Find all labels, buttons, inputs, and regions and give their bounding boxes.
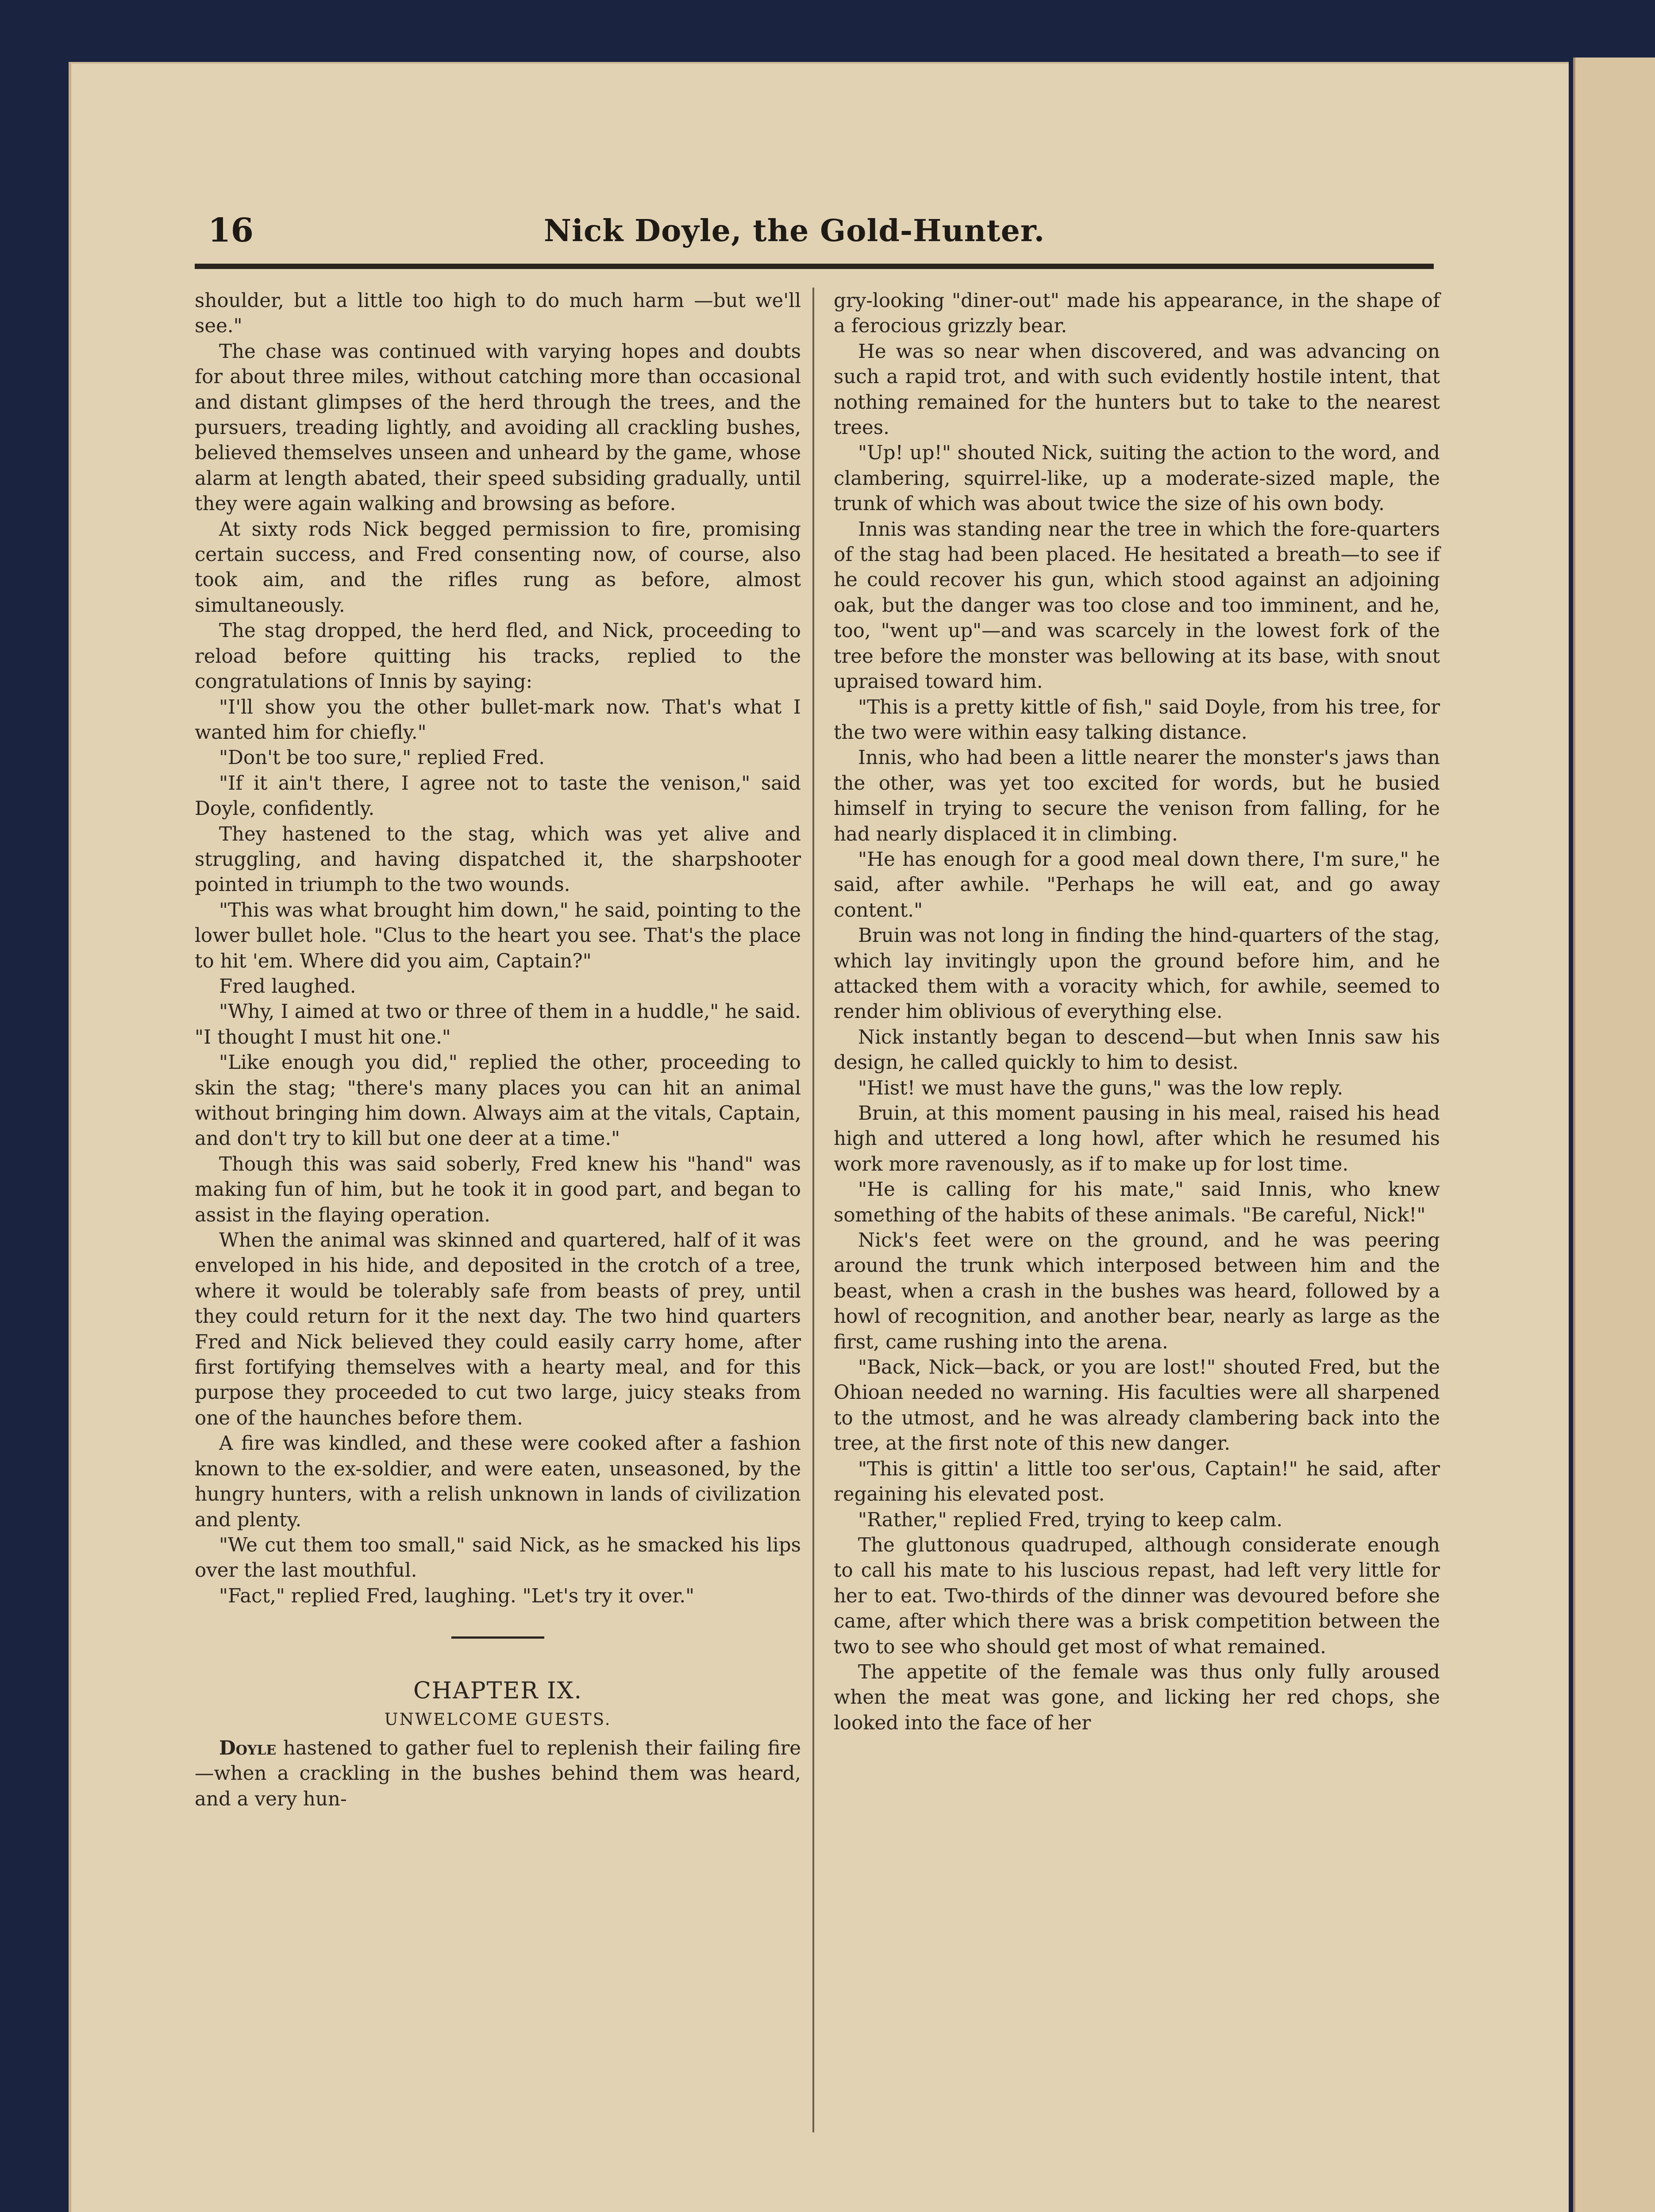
paragraph: "We cut them too small," said Nick, as he smacked his lips over the last mouthful. [195, 1534, 801, 1582]
paragraph: When the animal was skinned and quartered, half of it was enveloped in his hide, and deposited in the crotch of a tree, where it would be tolerably safe from beasts of prey, until they could return for it the next day. The two hind quarters Fred and Nick believed they could easily carry home, after first fortifying themselves with a hearty meal, and for this purpose they proceeded to cut two large, juicy steaks from one of the haunches before them. [195, 1229, 801, 1429]
right-column [834, 288, 1440, 1736]
paragraph: "Hist! we must have the guns," was the low reply. [858, 1077, 1343, 1099]
paragraph: "This is a pretty kittle of fish," said Doyle, from his tree, for the two were within easy talking distance. [834, 696, 1440, 744]
chapter-title: UNWELCOME GUESTS. [384, 1709, 612, 1729]
paragraph: "He is calling for his mate," said Innis, who knew something of the habits of these animals. "Be careful, Nick!" [834, 1179, 1440, 1226]
paragraph: "He has enough for a good meal down there, I'm sure," he said, after awhile. "Perhaps he will eat, and go away content." [834, 848, 1440, 922]
paragraph: The stag dropped, the herd fled, and Nick, proceeding to reload before quitting his tracks, replied to the congratulations of Innis by saying: [195, 620, 801, 693]
chapter-number: CHAPTER IX. [413, 1678, 583, 1705]
paragraph: Bruin, at this moment pausing in his meal, raised his head high and uttered a long howl, after which he resumed his work more ravenously, as if to make up for lost time. [834, 1102, 1440, 1175]
paragraph: "This was what brought him down," he said, pointing to the lower bullet hole. "Clus to the heart you see. That's the place to hit 'em. Where did you aim, Captain?" [195, 899, 801, 972]
paragraph: Nick instantly began to descend—but when Innis saw his design, he called quickly to him to desist. [834, 1026, 1440, 1074]
paragraph: shoulder, but a little too high to do much harm —but we'll see." [195, 290, 801, 338]
chapter-opening-paragraph [195, 1736, 801, 1812]
opening-text: hastened to gather fuel to replenish their failing fire—when a crackling in the bushes behind them was heard, and a very hun- [195, 1737, 801, 1810]
paragraph: "Like enough you did," replied the other, proceeding to skin the stag; "there's many places you can hit an animal without bringing him down. Always aim at the vitals, Captain, and don't try to kill but one deer at a time." [195, 1052, 801, 1150]
book-title: Nick Doyle, the Gold-Hunter. [543, 213, 1045, 249]
paragraph: The chase was continued with varying hopes and doubts for about three miles, without catching more than occasional and distant glimpses of the herd through the trees, and the pursuers, treading lightly, and avoiding all crackling bushes, believed themselves unseen and unheard by the game, whose alarm at length abated, their speed subsiding gradually, until they were again walking and browsing as before. [195, 340, 801, 515]
page-number: 16 [208, 211, 254, 250]
paragraph: "Back, Nick—back, or you are lost!" shouted Fred, but the Ohioan needed no warning. His faculties were all sharpened to the utmost, and he was already clambering back into the tree, at the first note of this new danger. [834, 1356, 1440, 1455]
paragraph: Fred laughed. [219, 975, 356, 998]
running-head [133, 207, 1456, 256]
column-divider [812, 288, 814, 2132]
header-rule [195, 264, 1434, 269]
opening-word: Doyle [219, 1736, 277, 1759]
left-column [195, 288, 801, 1812]
paragraph: Nick's feet were on the ground, and he was peering around the trunk which interposed between him and the beast, when a crash in the bushes was heard, followed by a howl of recognition, and another bear, nearly as large as the first, came rushing into the arena. [834, 1229, 1440, 1353]
paragraph: He was so near when discovered, and was advancing on such a rapid trot, and with such evidently hostile intent, that nothing remained for the hunters but to take to the nearest trees. [834, 340, 1440, 439]
paragraph: They hastened to the stag, which was yet alive and struggling, and having dispatched it, the sharpshooter pointed in triumph to the two wounds. [195, 823, 801, 896]
next-page-edge [1573, 58, 1655, 2212]
paragraph: At sixty rods Nick begged permission to fire, promising certain success, and Fred consenting now, of course, also took aim, and the rifles rung as before, almost simultaneously. [195, 518, 801, 617]
paragraph: Innis was standing near the tree in which the fore-quarters of the stag had been placed. He hesitated a breath—to see if he could recover his gun, which stood against an adjoining oak, but the danger was too close and too imminent, and he, too, "went up"—and was scarcely in the lowest fork of the tree before the monster was bellowing at its base, with snout upraised toward him. [834, 518, 1440, 693]
paragraph: A fire was kindled, and these were cooked after a fashion known to the ex-soldier, and were eaten, unseasoned, by the hungry hunters, with a relish unknown in lands of civilization and plenty. [195, 1432, 801, 1531]
section-divider [451, 1636, 544, 1639]
paragraph: Innis, who had been a little nearer the monster's jaws than the other, was yet too excited for words, but he busied himself in trying to secure the venison from falling, for he had nearly displaced it in climbing. [834, 747, 1440, 845]
paragraph: "If it ain't there, I agree not to taste the venison," said Doyle, confidently. [195, 772, 801, 820]
paragraph: "This is gittin' a little too ser'ous, Captain!" he said, after regaining his elevated post. [834, 1458, 1440, 1506]
paragraph: The gluttonous quadruped, although considerate enough to call his mate to his luscious repast, had left very little for her to eat. Two-thirds of the dinner was devoured before she came, after which there was a brisk competition between the two to see who should get most of what remained. [834, 1534, 1440, 1658]
paragraph: Though this was said soberly, Fred knew his "hand" was making fun of him, but he took it in good part, and began to assist in the flaying operation. [195, 1153, 801, 1226]
paragraph: The appetite of the female was thus only fully aroused when the meat was gone, and licking her red chops, she looked into the face of her [834, 1661, 1440, 1734]
paragraph: "Don't be too sure," replied Fred. [219, 747, 545, 769]
paragraph: "Up! up!" shouted Nick, suiting the action to the word, and clambering, squirrel-like, up a moderate-sized maple, the trunk of which was about twice the size of his own body. [834, 442, 1440, 515]
paragraph: "Why, I aimed at two or three of them in a huddle," he said. "I thought I must hit one." [195, 1001, 801, 1048]
paragraph: "Fact," replied Fred, laughing. "Let's try it over." [219, 1585, 695, 1607]
paragraph: "Rather," replied Fred, trying to keep calm. [858, 1509, 1283, 1531]
paragraph: "I'll show you the other bullet-mark now. That's what I wanted him for chiefly." [195, 696, 801, 744]
paragraph: Bruin was not long in finding the hind-quarters of the stag, which lay invitingly upon the ground before him, and he attacked them with a voracity which, for awhile, seemed to render him oblivious of everything else. [834, 925, 1440, 1023]
paragraph: gry-looking "diner-out" made his appearance, in the shape of a ferocious grizzly bear. [834, 290, 1440, 338]
